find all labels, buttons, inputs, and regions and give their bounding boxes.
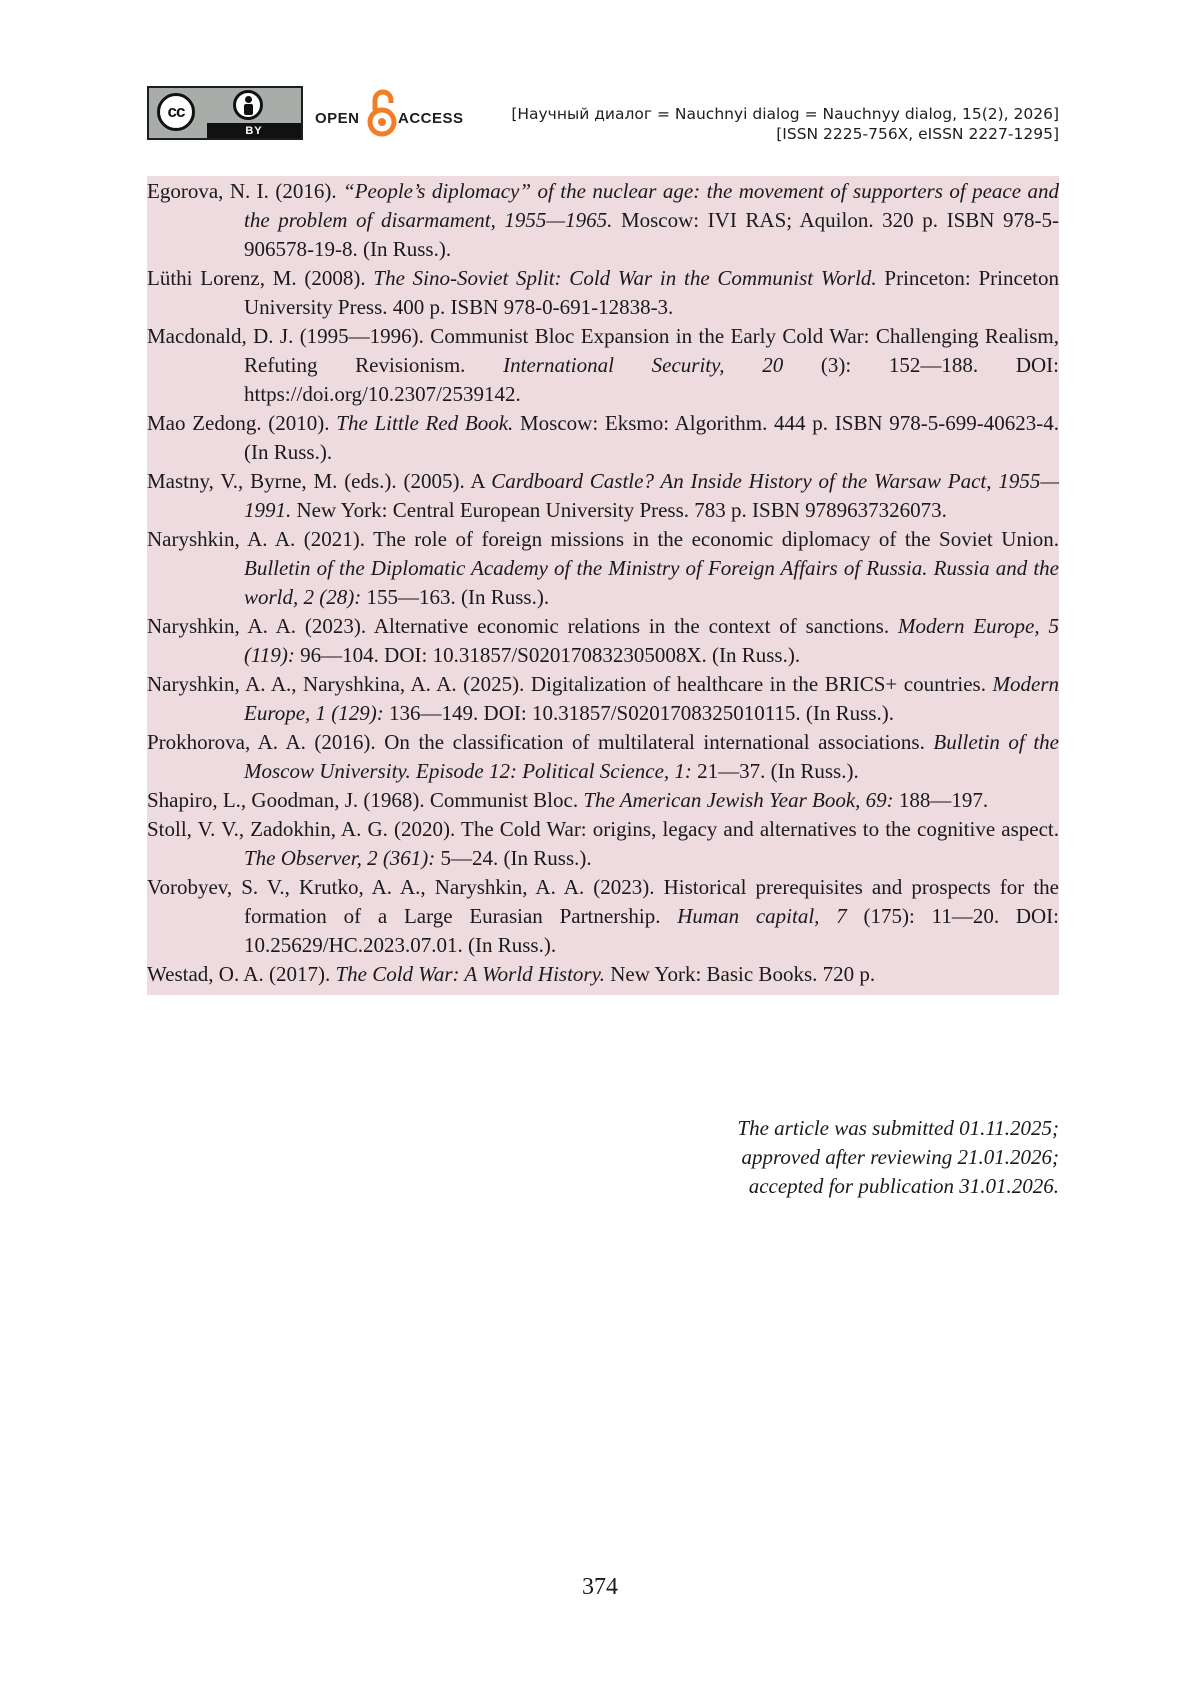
reference-text: Naryshkin, A. A. (2021). The role of foreign missions in the economic diplomacy of the Soviet Union. xyxy=(147,527,1059,551)
reference-text: (175): 11—20. DOI: 10.25629/HC.2023.07.01. (In Russ.). xyxy=(244,904,1060,957)
reference-entry xyxy=(147,728,1059,786)
attribution-person-icon xyxy=(233,90,263,120)
reference-source-title: Cardboard Castle? An Inside History of the Warsaw Pact, 1955—1991. xyxy=(244,469,1059,522)
reference-text: Prokhorova, A. A. (2016). On the classification of multilateral international associations. xyxy=(147,730,934,754)
reference-source-title: The Cold War: A World History. xyxy=(335,962,606,986)
reference-text: 155—163. (In Russ.). xyxy=(361,585,550,609)
reference-text: 96—104. DOI: 10.31857/S020170832305008X. (In Russ.). xyxy=(294,643,801,667)
reference-source-title: Bulletin of the Diplomatic Academy of the Ministry of Foreign Affairs of Russia. Russia and the world, 2 (28): xyxy=(244,556,1059,609)
reference-text: New York: Basic Books. 720 p. xyxy=(605,962,876,986)
reference-text: Lüthi Lorenz, M. (2008). xyxy=(147,266,374,290)
journal-citation xyxy=(511,104,1059,144)
reference-entry xyxy=(147,322,1059,409)
reference-entry xyxy=(147,815,1059,873)
reference-entry xyxy=(147,177,1059,264)
approved-date: approved after reviewing 21.01.2026; xyxy=(741,1145,1059,1169)
reference-text: New York: Central European University Press. 783 p. ISBN 9789637326073. xyxy=(291,498,947,522)
reference-text: 5—24. (In Russ.). xyxy=(435,846,592,870)
cc-icon: cc xyxy=(157,93,195,131)
open-access-access-text: ACCESS xyxy=(398,110,464,127)
accepted-date: accepted for publication 31.01.2026. xyxy=(748,1174,1059,1198)
reference-text: Princeton: Princeton University Press. 400 p. ISBN 978-0-691-12838-3. xyxy=(244,266,1059,319)
reference-source-title: Modern Europe, 1 (129): xyxy=(244,672,1059,725)
reference-list xyxy=(147,176,1059,995)
journal-title-line: [Научный диалог = Nauchnyi dialog = Nauchnyy dialog, 15(2), 2026] xyxy=(511,105,1059,123)
reference-text: (3): 152—188. DOI: https://doi.org/10.2307/2539142. xyxy=(244,353,1059,406)
reference-entry xyxy=(147,670,1059,728)
reference-text: 21—37. (In Russ.). xyxy=(691,759,859,783)
reference-source-title: The Observer, 2 (361): xyxy=(244,846,436,870)
reference-text: Stoll, V. V., Zadokhin, A. G. (2020). The Cold War: origins, legacy and alternatives to the cognitive aspect. xyxy=(147,817,1059,841)
reference-text: Mastny, V., Byrne, M. (eds.). (2005). A xyxy=(147,469,492,493)
reference-text: Egorova, N. I. (2016). xyxy=(147,179,344,203)
reference-source-title: Modern Europe, 5 (119): xyxy=(244,614,1060,667)
reference-entry xyxy=(147,960,1059,989)
reference-source-title: The Little Red Book. xyxy=(336,411,514,435)
reference-entry xyxy=(147,467,1059,525)
submission-dates xyxy=(737,1114,1059,1201)
reference-text: 136—149. DOI: 10.31857/S0201708325010115. (In Russ.). xyxy=(383,701,895,725)
reference-text: Mao Zedong. (2010). xyxy=(147,411,337,435)
reference-source-title: Human capital, 7 xyxy=(677,904,847,928)
reference-text: Moscow: Eksmo: Algorithm. 444 p. ISBN 978-5-699-40623-4. (In Russ.). xyxy=(244,411,1059,464)
reference-entry xyxy=(147,786,1059,815)
reference-text: Naryshkin, A. A., Naryshkina, A. A. (2025). Digitalization of healthcare in the BRICS+ countries. xyxy=(147,672,993,696)
reference-text: 188—197. xyxy=(893,788,989,812)
reference-text: Moscow: IVI RAS; Aquilon. 320 p. ISBN 978-5-906578-19-8. (In Russ.). xyxy=(244,208,1059,261)
reference-source-title: International Security, 20 xyxy=(503,353,784,377)
reference-text: Westad, O. A. (2017). xyxy=(147,962,336,986)
reference-source-title: The Sino-Soviet Split: Cold War in the Communist World. xyxy=(373,266,877,290)
submitted-date: The article was submitted 01.11.2025; xyxy=(737,1116,1059,1140)
reference-text: Shapiro, L., Goodman, J. (1968). Communist Bloc. xyxy=(147,788,584,812)
reference-text: Vorobyev, S. V., Krutko, A. A., Naryshkin, A. A. (2023). Historical prerequisites and prospects for the formation of a Large Eurasian Partnership. xyxy=(147,875,1059,928)
journal-issn-line: [ISSN 2225-756X, eISSN 2227-1295] xyxy=(776,125,1059,143)
reference-entry xyxy=(147,264,1059,322)
cc-by-license-badge[interactable] xyxy=(147,86,303,140)
open-access-logo xyxy=(315,88,465,138)
license-by-label: BY xyxy=(207,123,301,138)
reference-text: Naryshkin, A. A. (2023). Alternative economic relations in the context of sanctions. xyxy=(147,614,898,638)
reference-source-title: The American Jewish Year Book, 69: xyxy=(583,788,894,812)
page-header xyxy=(147,84,1059,144)
reference-source-title: Bulletin of the Moscow University. Episode 12: Political Science, 1: xyxy=(244,730,1059,783)
reference-entry xyxy=(147,525,1059,612)
reference-entry xyxy=(147,873,1059,960)
open-lock-icon xyxy=(366,88,398,138)
reference-entry xyxy=(147,612,1059,670)
open-access-open-text: OPEN xyxy=(315,110,360,127)
reference-source-title: “People’s diplomacy” of the nuclear age: the movement of supporters of peace and the problem of disarmament, 1955—1965. xyxy=(244,179,1059,232)
reference-entry xyxy=(147,409,1059,467)
page-number: 374 xyxy=(582,1574,618,1600)
reference-text: Macdonald, D. J. (1995—1996). Communist Bloc Expansion in the Early Cold War: Challenging Realism, Refuting Revisionism. xyxy=(147,324,1059,377)
